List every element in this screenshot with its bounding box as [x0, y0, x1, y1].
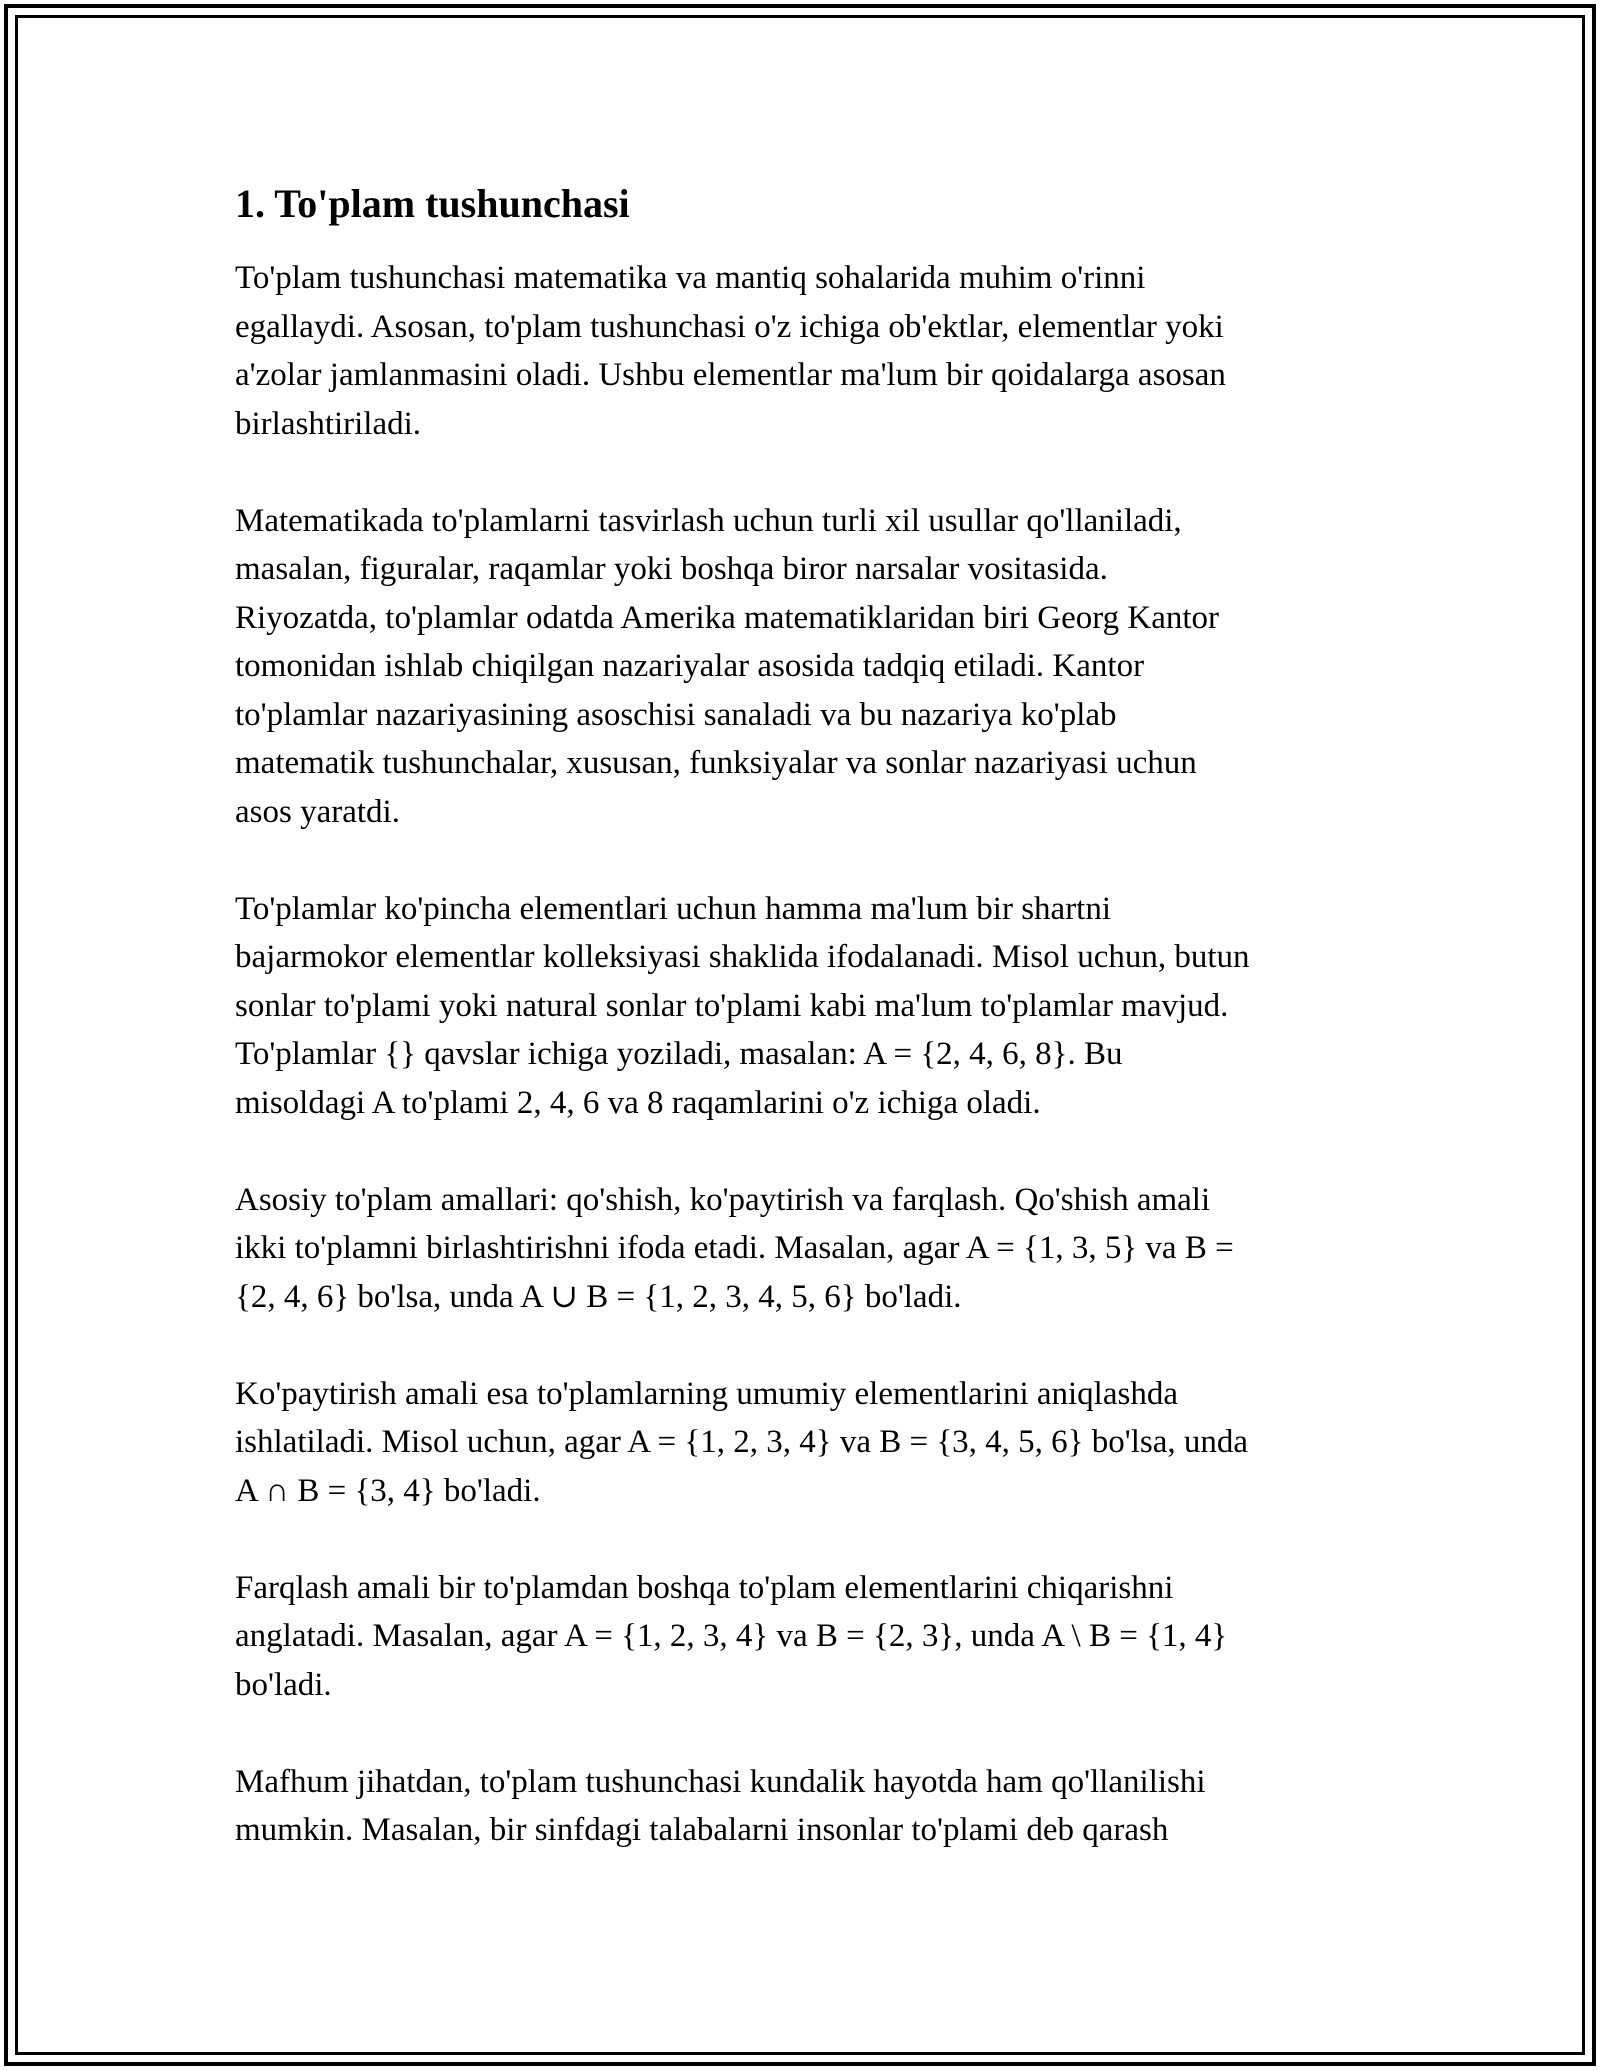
- paragraph-intro: To'plam tushunchasi matematika va mantiq sohalarida muhim o'rinni egallaydi. Asosan, to'plam tushunchasi o'z ichiga ob'ektlar, elementlar yoki a'zolar jamlanmasini oladi. Ushbu elementlar ma'lum bir qoidalarga asosan birlashtiriladi.: [235, 260, 1226, 442]
- paragraph-intersection: Ko'paytirish amali esa to'plamlarning umumiy elementlarini aniqlashda ishlatiladi. Misol uchun, agar A = {1, 2, 3, 4} va B = {3, 4, 5, 6} bo'lsa, unda A ∩ B = {3, 4} bo'ladi.: [235, 1375, 1249, 1509]
- paragraph-notation: To'plamlar ko'pincha elementlari uchun hamma ma'lum bir shartni bajarmokor elementlar kolleksiyasi shaklida ifodalanadi. Misol uchun, butun sonlar to'plami yoki natural sonlar to'plami kabi ma'lum to'plamlar mavjud. To'plamlar {} qavslar ichiga yoziladi, masalan: A = {2, 4, 6, 8}. Bu misoldagi A to'plami 2, 4, 6 va 8 raqamlarini o'z ichiga oladi.: [235, 890, 1250, 1121]
- paragraph-methods: Matematikada to'plamlarni tasvirlash uchun turli xil usullar qo'llaniladi, masalan, figuralar, raqamlar yoki boshqa biror narsalar vositasida. Riyozatda, to'plamlar odatda Amerika matematiklaridan biri Georg Kantor tomonidan ishlab chiqilgan nazariyalar asosida tadqiq etiladi. Kantor to'plamlar nazariyasining asoschisi sanaladi va bu nazariya ko'plab matematik tushunchalar, xususan, funksiyalar va sonlar nazariyasi uchun asos yaratdi.: [235, 502, 1220, 830]
- section-heading: 1. To'plam tushunchasi: [235, 181, 630, 226]
- document-body: [235, 180, 1385, 1903]
- paragraph-difference: Farqlash amali bir to'plamdan boshqa to'plam elementlarini chiqarishni anglatadi. Masalan, agar A = {1, 2, 3, 4} va B = {2, 3}, unda A \ B = {1, 4} bo'ladi.: [235, 1569, 1228, 1703]
- paragraph-union: Asosiy to'plam amallari: qo'shish, ko'paytirish va farqlash. Qo'shish amali ikki to'plamni birlashtirishni ifoda etadi. Masalan, agar A = {1, 3, 5} va B = {2, 4, 6} bo'lsa, unda A ∪ B = {1, 2, 3, 4, 5, 6} bo'ladi.: [235, 1181, 1234, 1315]
- paragraph-everyday: Mafhum jihatdan, to'plam tushunchasi kundalik hayotda ham qo'llanilishi mumkin. Masalan, bir sinfdagi talabalarni insonlar to'plami deb qarash: [235, 1763, 1206, 1848]
